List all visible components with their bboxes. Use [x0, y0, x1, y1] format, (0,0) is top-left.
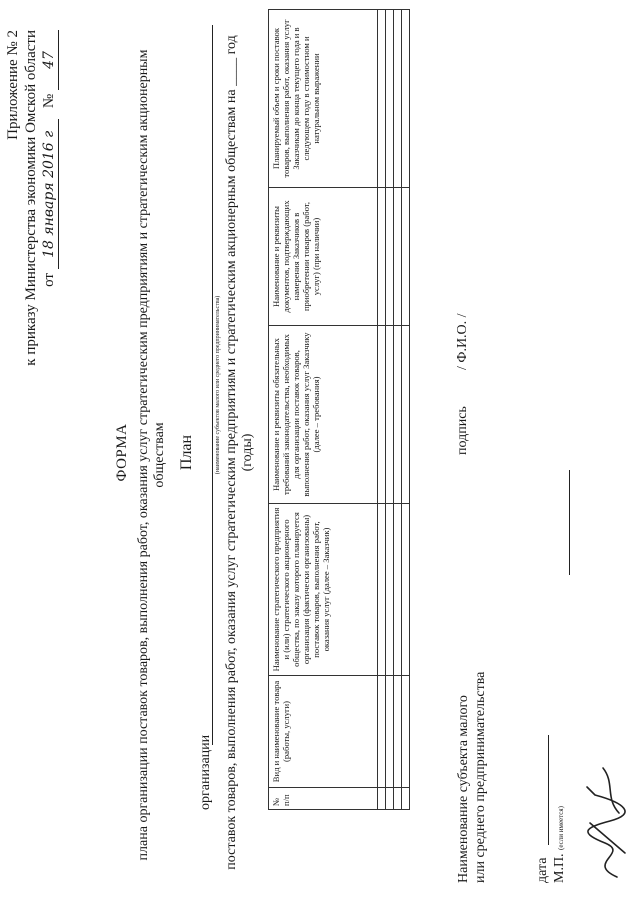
- from-label: от: [41, 273, 57, 287]
- form-subtitle: плана организации поставок товаров, выполнения работ, оказания услуг стратегическим предприятиям и стратегическим акционерным обществам: [136, 49, 167, 861]
- appendix-header: [4, 30, 59, 366]
- subject-label-line1: Наименование субъекта малого: [456, 695, 471, 883]
- org-name-line: [212, 25, 213, 745]
- mp-note: (если имеется): [557, 806, 565, 850]
- table-row: [386, 10, 394, 810]
- table-cell: [386, 326, 394, 504]
- table-cell: [386, 188, 394, 326]
- header-documents: Наименование и реквизиты документов, подтверждающих намерения Заказчиков в приобретении товаров (работ, услуг) (при наличии): [269, 188, 378, 326]
- plan-heading: поставок товаров, выполнения работ, оказания услуг стратегическим предприятиям и стратегическим акционерным обществам на ____ год (годы): [224, 35, 255, 870]
- org-caption: (наименование субъектов малого или среднего предпринимательства): [215, 295, 221, 475]
- table-cell: [394, 188, 402, 326]
- header-requirements: Наименование и реквизиты обязательных требований законодательства, необходимых для организации поставок товаров, выполнения работ, оказания услуг Заказчику (далее – требования): [269, 326, 378, 504]
- signature-line: [569, 470, 570, 575]
- table-cell: [402, 788, 410, 810]
- table-cell: [386, 10, 394, 188]
- subject-name-label: [455, 672, 489, 883]
- stamp-label: [552, 806, 568, 883]
- table-row: [394, 10, 402, 810]
- header-planned-volume: Планируемый объем и сроки поставок товаров, выполнения работ, оказания услуг Заказчикам до конца текущего года и в следующем году в стоимостном и натуральном выражении: [269, 10, 378, 188]
- table-cell: [402, 504, 410, 676]
- table-cell: [378, 326, 386, 504]
- table-cell: [402, 326, 410, 504]
- table-cell: [402, 10, 410, 188]
- table-cell: [394, 10, 402, 188]
- org-label: организации: [198, 734, 213, 810]
- date-label: дата: [535, 857, 550, 883]
- table-cell: [394, 676, 402, 788]
- table-row: [402, 10, 410, 810]
- handwritten-date: 18 января 2016 г: [40, 119, 59, 269]
- appendix-date-line: [40, 30, 59, 366]
- form-title: ФОРМА: [114, 423, 130, 482]
- table-cell: [402, 676, 410, 788]
- table-cell: [378, 676, 386, 788]
- table-cell: [378, 188, 386, 326]
- plan-table: [268, 9, 410, 810]
- table-row: [378, 10, 386, 810]
- handwritten-signature-icon: [575, 763, 635, 883]
- plan-title: План: [178, 434, 195, 471]
- table-cell: [378, 504, 386, 676]
- table-cell: [378, 788, 386, 810]
- handwritten-number: 47: [40, 30, 59, 90]
- table-cell: [386, 788, 394, 810]
- table-cell: [386, 504, 394, 676]
- date-line: [548, 735, 549, 845]
- appendix-order-ref: к приказу Министерства экономики Омской области: [23, 30, 39, 366]
- header-goods-type: Вид и наименование товара (работы, услуги): [269, 676, 378, 788]
- table-cell: [394, 788, 402, 810]
- table-cell: [394, 326, 402, 504]
- fio-label: / Ф.И.О. /: [455, 313, 470, 370]
- number-label: №: [41, 93, 57, 109]
- table-header-row: [269, 10, 378, 810]
- appendix-number: Приложение № 2: [5, 30, 21, 140]
- header-enterprise: Наименование стратегического предприятия и (или) стратегического акционерного общества, по заказу которого планируется организация (фактически организованы) поставок товаров, выполнения работ, оказания услуг (далее – Заказчик): [269, 504, 378, 676]
- table-cell: [394, 504, 402, 676]
- mp-label: М.П.: [552, 853, 567, 883]
- header-number: № п/п: [269, 788, 378, 810]
- subject-label-line2: или среднего предпринимательства: [473, 671, 488, 883]
- table-cell: [378, 10, 386, 188]
- table-cell: [386, 676, 394, 788]
- signature-label: подпись: [455, 406, 470, 455]
- table-cell: [402, 188, 410, 326]
